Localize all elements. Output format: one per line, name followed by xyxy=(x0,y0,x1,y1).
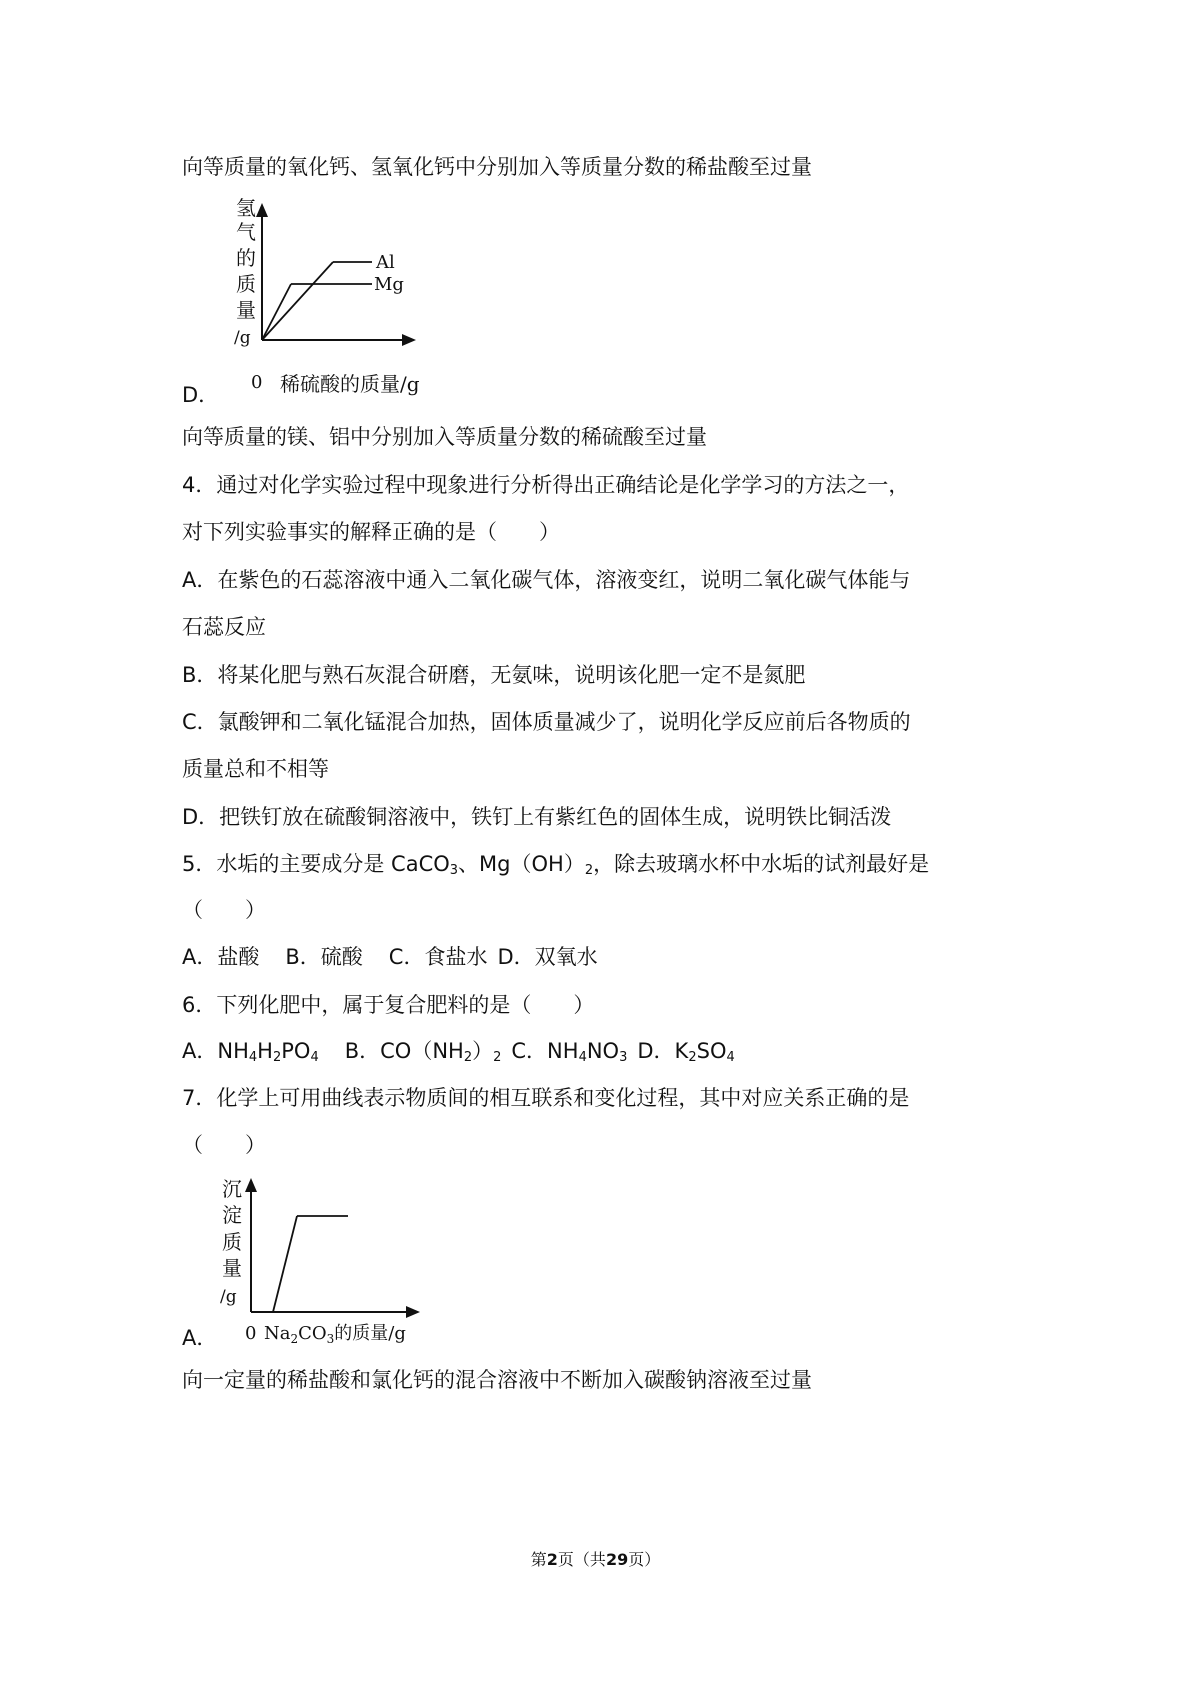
x-axis-arrow xyxy=(406,1306,420,1318)
series-line-al xyxy=(262,262,333,340)
page-number: 2 xyxy=(546,1550,558,1569)
q5-stem-suffix: ，除去玻璃水杯中水垢的试剂最好是 xyxy=(593,852,930,876)
y-axis-char: 氢 xyxy=(236,196,256,220)
q7-option-a-letter: A． xyxy=(182,1326,218,1350)
q4-option-d: D．把铁钉放在硫酸铜溶液中，铁钉上有紫红色的固体生成，说明铁比铜活泼 xyxy=(182,805,892,829)
y-axis-label xyxy=(220,1177,242,1307)
x-axis-label: 稀硫酸的质量/g xyxy=(280,372,420,396)
q4-option-a-line2: 石蕊反应 xyxy=(182,615,266,639)
q4-option-c-line2: 质量总和不相等 xyxy=(182,757,329,781)
x-axis-arrow xyxy=(402,334,416,346)
q4-option-b: B．将某化肥与熟石灰混合研磨，无氨味，说明该化肥一定不是氮肥 xyxy=(182,663,806,687)
q5-paren: （ ） xyxy=(182,898,266,922)
y-axis-char: 的 xyxy=(236,246,256,270)
page-footer: 第2页（共29页） xyxy=(530,1550,661,1569)
q5-option-d: D．双氧水 xyxy=(497,945,598,969)
y-axis-char: 气 xyxy=(236,220,256,244)
page-total: 29 xyxy=(605,1550,629,1569)
y-axis-arrow xyxy=(245,1178,257,1192)
y-axis-char: 质 xyxy=(222,1230,242,1254)
q6-option-b: B．$CO(NH_2)_2$ xyxy=(344,1039,502,1065)
y-axis-label xyxy=(234,196,256,348)
series-label-al: Al xyxy=(376,252,395,273)
q5-options xyxy=(182,942,598,972)
q3-option-d-letter: D． xyxy=(182,383,220,407)
q3-option-c-desc: 向等质量的氧化钙、氢氧化钙中分别加入等质量分数的稀盐酸至过量 xyxy=(182,155,812,179)
q6-option-a: A．$NH_4H_2PO_4$ xyxy=(182,1039,319,1065)
q4-stem-line1: 4．通过对化学实验过程中现象进行分析得出正确结论是化学学习的方法之一， xyxy=(182,473,910,497)
q6-stem: 6．下列化肥中，属于复合肥料的是（ ） xyxy=(182,993,595,1017)
origin-label: 0 xyxy=(251,372,263,393)
subscript: 3 xyxy=(449,863,459,878)
q5-stem xyxy=(182,849,929,879)
q5-stem-mid: 、Mg（OH） xyxy=(458,852,585,876)
y-axis-char: 沉 xyxy=(222,1177,242,1201)
y-axis-unit: /g xyxy=(220,1287,237,1307)
q4-option-c-line1: C．氯酸钾和二氧化锰混合加热，固体质量减少了，说明化学反应前后各物质的 xyxy=(182,710,911,734)
q5-option-c: C．食盐水 xyxy=(388,945,488,969)
y-axis-char: 淀 xyxy=(222,1203,242,1227)
q5-stem-prefix: 5．水垢的主要成分是 CaCO xyxy=(182,852,450,876)
q6-option-c: C．$NH_4NO_3$ xyxy=(511,1039,628,1065)
y-axis-char: 量 xyxy=(236,298,256,322)
q4-stem-line2: 对下列实验事实的解释正确的是（ ） xyxy=(182,520,560,544)
subscript: 2 xyxy=(584,863,594,878)
y-axis-unit: /g xyxy=(234,328,251,348)
q7-stem: 7．化学上可用曲线表示物质间的相互联系和变化过程，其中对应关系正确的是 xyxy=(182,1086,910,1110)
q4-option-a-line1: A．在紫色的石蕊溶液中通入二氧化碳气体，溶液变红，说明二氧化碳气体能与 xyxy=(182,568,911,592)
q6-options xyxy=(182,1036,735,1066)
q5-option-b: B．硫酸 xyxy=(285,945,363,969)
y-axis-char: 质 xyxy=(236,272,256,296)
q7-option-a-graph xyxy=(214,1172,434,1347)
q6-option-d: D．$K_2SO_4$ xyxy=(637,1039,735,1065)
origin-label: 0 xyxy=(245,1323,257,1344)
y-axis-char: 量 xyxy=(222,1256,242,1280)
q7-option-a-desc: 向一定量的稀盐酸和氯化钙的混合溶液中不断加入碳酸钠溶液至过量 xyxy=(182,1368,812,1392)
q5-option-a: A．盐酸 xyxy=(182,945,260,969)
q7-paren: （ ） xyxy=(182,1133,266,1157)
q3-option-d-desc: 向等质量的镁、铝中分别加入等质量分数的稀硫酸至过量 xyxy=(182,425,707,449)
x-axis-label: $Na_2CO_3$的质量/g xyxy=(264,1323,406,1346)
series-label-mg: Mg xyxy=(374,274,404,295)
q3-option-d-graph xyxy=(216,195,426,400)
precipitate-rise xyxy=(273,1216,297,1312)
y-axis-arrow xyxy=(256,203,268,217)
